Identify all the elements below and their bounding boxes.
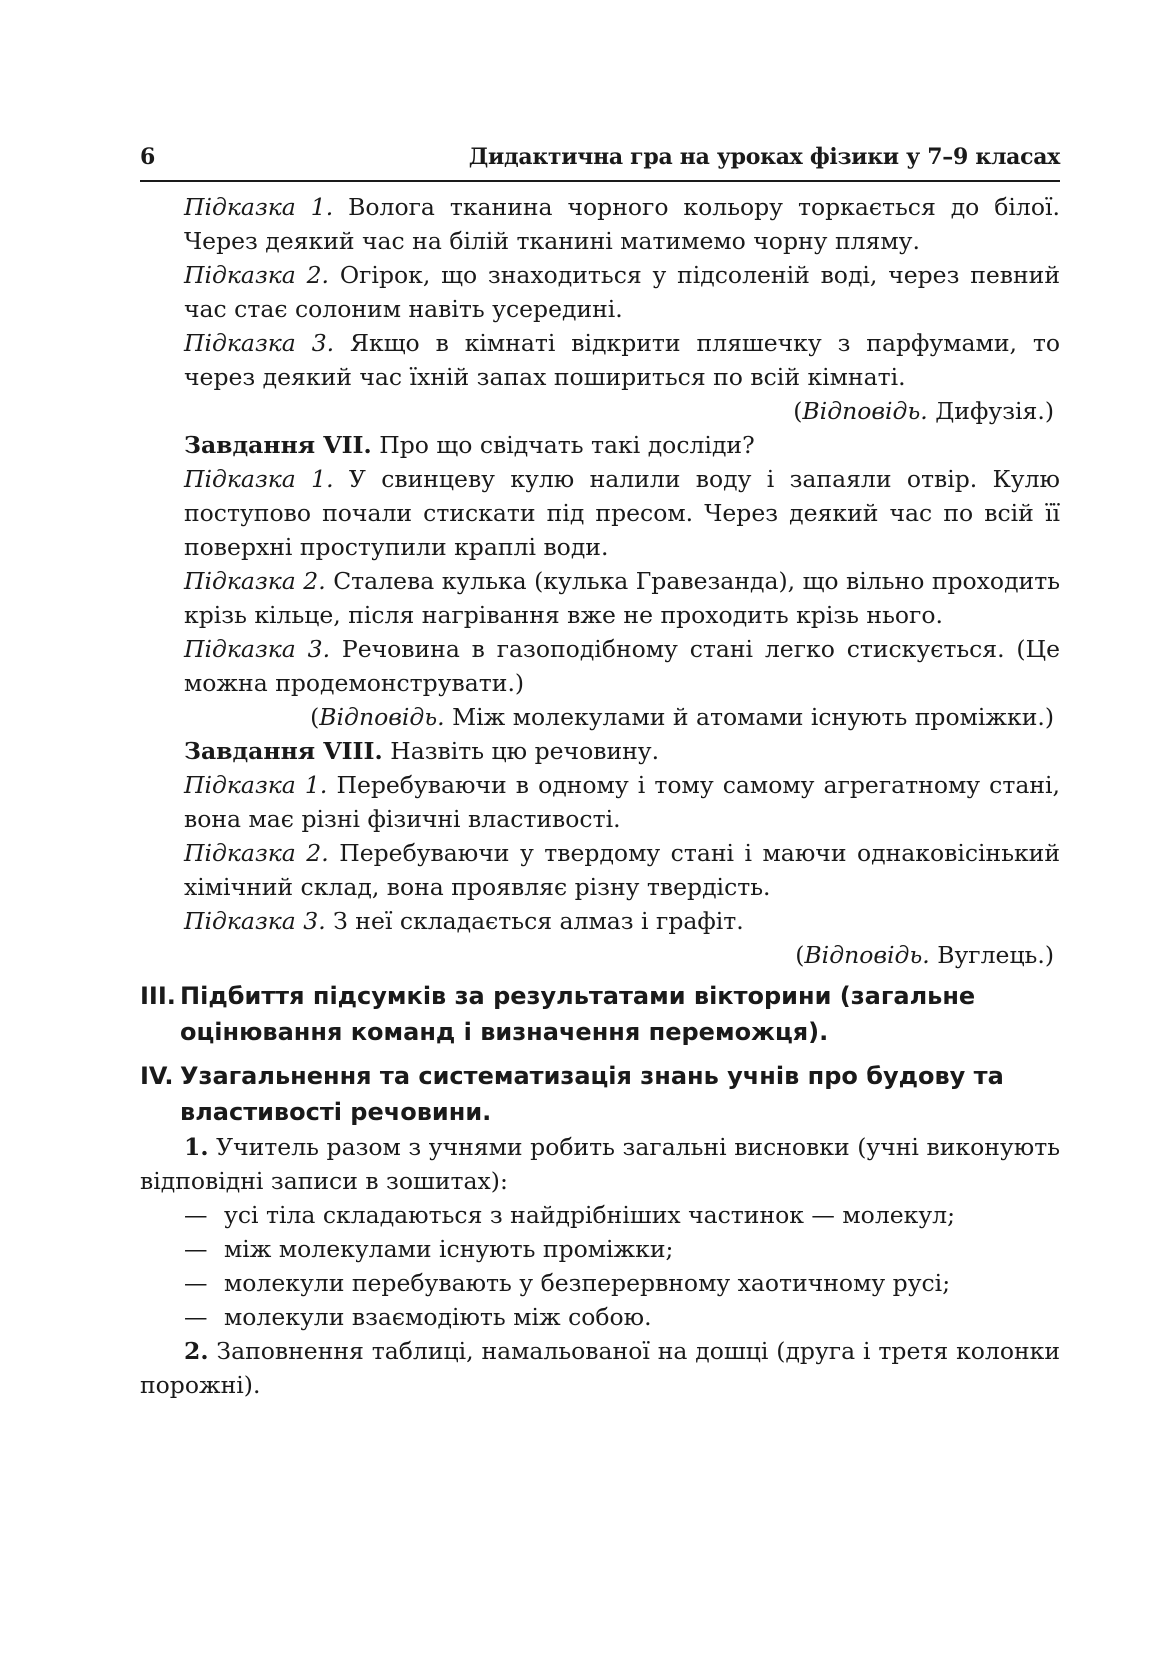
hint-text: Речовина в газоподібному стані легко стискується. (Це можна продемонструвати.) (184, 635, 1060, 697)
section-title-cont: оцінювання команд і визначення переможця). (180, 1018, 829, 1046)
section-number: III. (140, 982, 176, 1010)
hint-paragraph (140, 462, 1060, 564)
answer-line (140, 394, 1060, 428)
item-number: 2. (184, 1337, 209, 1365)
answer-label: Відповідь. (802, 397, 928, 425)
numbered-paragraph (140, 1130, 1060, 1198)
dash-item (140, 1300, 1060, 1334)
dash-text: усі тіла складаються з найдрібніших частинок — молекул; (224, 1201, 956, 1229)
task-heading (140, 734, 1060, 768)
item-text: Учитель разом з учнями робить загальні висновки (учні виконують відповідні записи в зошитах): (140, 1133, 1060, 1195)
item-text: Заповнення таблиці, намальованої на дошці (друга і третя колонки порожні). (140, 1337, 1060, 1399)
hint-label: Підказка 3. (184, 907, 326, 935)
answer-line (140, 938, 1060, 972)
task-label: Завдання VII. (184, 431, 372, 459)
hint-paragraph (140, 768, 1060, 836)
answer-label: Відповідь. (319, 703, 445, 731)
hint-label: Підказка 2. (184, 261, 330, 289)
hint-paragraph (140, 632, 1060, 700)
answer-paren: ( (793, 397, 803, 425)
section-title: Підбиття підсумків за результатами вікторини (загальне (180, 982, 976, 1010)
hint-text: Якщо в кімнаті відкрити пляшечку з парфумами, то через деякий час їхній запах пошириться по всій кімнаті. (184, 329, 1060, 391)
answer-label: Відповідь. (804, 941, 930, 969)
hint-paragraph (140, 190, 1060, 258)
hint-label: Підказка 3. (184, 635, 331, 663)
task-text: Про що свідчать такі досліди? (371, 431, 755, 459)
page-header (140, 138, 1060, 182)
dash-text: між молекулами існують проміжки; (224, 1235, 674, 1263)
answer-text: Вуглець.) (929, 941, 1054, 969)
task-label: Завдання VIII. (184, 737, 383, 765)
dash-text: молекули перебувають у безперервному хаотичному русі; (224, 1269, 951, 1297)
task-text: Назвіть цю речовину. (382, 737, 660, 765)
page-body (140, 190, 1060, 1402)
hint-paragraph (140, 564, 1060, 632)
answer-paren: ( (310, 703, 320, 731)
hint-label: Підказка 3. (184, 329, 335, 357)
dash-mark: — (184, 1201, 208, 1229)
hint-label: Підказка 2. (184, 567, 326, 595)
dash-item (140, 1266, 1060, 1300)
running-title: Дидактична гра на уроках фізики у 7–9 класах (468, 144, 1060, 170)
section-heading-4 (140, 1058, 1060, 1130)
section-heading-3 (140, 978, 1060, 1050)
dash-item (140, 1198, 1060, 1232)
dash-item (140, 1232, 1060, 1266)
hint-label: Підказка 1. (184, 771, 328, 799)
hint-text: У свинцеву кулю налили воду і запаяли отвір. Кулю поступово почали стискати під пресом. Через деякий час по всій її поверхні проступили краплі води. (184, 465, 1060, 561)
dash-mark: — (184, 1235, 208, 1263)
answer-text: Між молекулами й атомами існують проміжки.) (444, 703, 1054, 731)
answer-paren: ( (795, 941, 805, 969)
hint-text: Перебуваючи в одному і тому самому агрегатному стані, вона має різні фізичні властивості. (184, 771, 1061, 833)
section-line (140, 1058, 1060, 1094)
hint-label: Підказка 2. (184, 839, 329, 867)
hint-text: З неї складається алмаз і графіт. (325, 907, 744, 935)
hint-paragraph (140, 326, 1060, 394)
answer-text: Дифузія.) (927, 397, 1054, 425)
hint-paragraph (140, 258, 1060, 326)
section-number: IV. (140, 1062, 174, 1090)
dash-mark: — (184, 1303, 208, 1331)
task-heading (140, 428, 1060, 462)
dash-mark: — (184, 1269, 208, 1297)
item-number: 1. (184, 1133, 209, 1161)
hint-paragraph (140, 904, 1060, 938)
hint-label: Підказка 1. (184, 193, 334, 221)
hint-label: Підказка 1. (184, 465, 334, 493)
hint-paragraph (140, 836, 1060, 904)
section-title-cont: властивості речовини. (180, 1098, 492, 1126)
dash-text: молекули взаємодіють між собою. (224, 1303, 652, 1331)
answer-line (140, 700, 1060, 734)
section-line (140, 978, 1060, 1014)
hint-text: Огірок, що знаходиться у підсоленій воді, через певний час стає солоним навіть усередині. (184, 261, 1060, 323)
hint-text: Волога тканина чорного кольору торкається до білої. Через деякий час на білій тканині матимемо чорну пляму. (184, 193, 1060, 255)
hint-text: Сталева кулька (кулька Гравезанда), що вільно проходить крізь кільце, після нагрівання вже не проходить крізь нього. (184, 567, 1061, 629)
page-number: 6 (140, 144, 156, 170)
section-title: Узагальнення та систематизація знань учнів про будову та (180, 1062, 1004, 1090)
numbered-paragraph (140, 1334, 1060, 1402)
hint-text: Перебуваючи у твердому стані і маючи однаковісінький хімічний склад, вона проявляє різну твердість. (184, 839, 1060, 901)
